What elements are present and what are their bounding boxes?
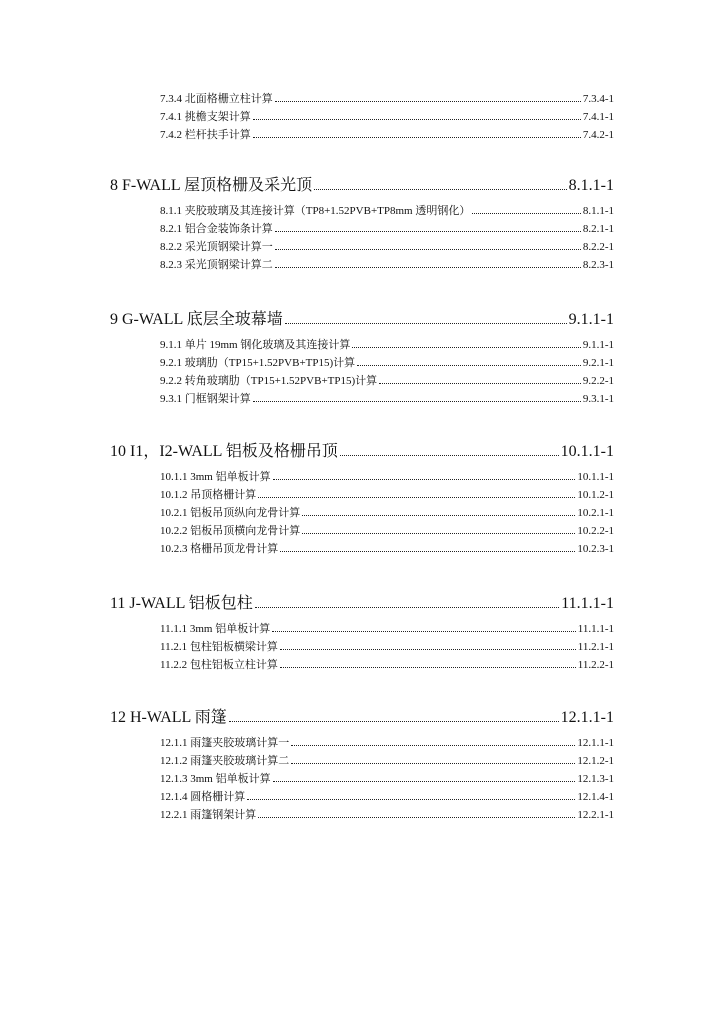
toc-page-number: 9.2.2-1 bbox=[582, 375, 614, 387]
toc-entry bbox=[160, 504, 614, 520]
toc-page-number: 8.2.3-1 bbox=[582, 259, 614, 271]
dot-leader bbox=[302, 515, 575, 516]
toc-entry bbox=[160, 638, 614, 654]
toc-chapter-title: 11 J-WALL 铝板包柱 bbox=[110, 595, 253, 612]
toc-entry-title: 9.3.1 门框钢架计算 bbox=[160, 393, 251, 405]
toc-entry bbox=[160, 788, 614, 804]
toc-entry-title: 12.1.4 圆格栅计算 bbox=[160, 791, 246, 803]
toc-entry-title: 7.4.1 挑檐支架计算 bbox=[160, 111, 251, 123]
toc-entry-title: 7.3.4 北面格栅立柱计算 bbox=[160, 93, 273, 105]
toc-chapter-entry bbox=[110, 704, 614, 726]
dot-leader bbox=[352, 347, 580, 348]
toc-entry bbox=[160, 390, 614, 406]
toc-chapter-title: 10 I1，I2-WALL 铝板及格栅吊顶 bbox=[110, 443, 338, 460]
dot-leader bbox=[229, 721, 559, 722]
toc-page-number: 12.2.1-1 bbox=[577, 809, 614, 821]
dot-leader bbox=[247, 799, 575, 800]
toc-entry bbox=[160, 220, 614, 236]
toc-entry-title: 12.1.3 3mm 铝单板计算 bbox=[160, 773, 271, 785]
toc-page-number: 12.1.1-1 bbox=[577, 737, 614, 749]
toc-chapter-entry bbox=[110, 438, 614, 460]
toc-page-number: 11.2.2-1 bbox=[577, 659, 614, 671]
dot-leader bbox=[275, 101, 581, 102]
toc-entry bbox=[160, 238, 614, 254]
toc-chapter-entry bbox=[110, 306, 614, 328]
toc-entry-title: 10.2.2 铝板吊顶横向龙骨计算 bbox=[160, 525, 301, 537]
toc-page-number: 7.4.1-1 bbox=[582, 111, 614, 123]
toc-entry-title: 11.2.1 包柱铝板横梁计算 bbox=[160, 641, 278, 653]
toc-page-number: 11.2.1-1 bbox=[577, 641, 614, 653]
dot-leader bbox=[285, 323, 567, 324]
toc-entry-title: 8.2.1 铝合金装饰条计算 bbox=[160, 223, 273, 235]
dot-leader bbox=[273, 479, 576, 480]
dot-leader bbox=[291, 763, 575, 764]
toc-page-number: 11.1.1-1 bbox=[577, 623, 614, 635]
toc-entry-title: 10.1.2 吊顶格栅计算 bbox=[160, 489, 257, 501]
toc-page-number: 9.3.1-1 bbox=[582, 393, 614, 405]
dot-leader bbox=[275, 267, 581, 268]
toc-page-number: 12.1.4-1 bbox=[577, 791, 614, 803]
dot-leader bbox=[314, 189, 567, 190]
dot-leader bbox=[280, 649, 576, 650]
toc-chapter-entry bbox=[110, 172, 614, 194]
toc-entry-title: 9.2.1 玻璃肋（TP15+1.52PVB+TP15)计算 bbox=[160, 357, 356, 369]
dot-leader bbox=[275, 249, 581, 250]
toc-entry bbox=[160, 656, 614, 672]
toc-chapter-title: 8 F-WALL 屋顶格栅及采光顶 bbox=[110, 177, 313, 194]
dot-leader bbox=[275, 231, 581, 232]
toc-chapter-entry bbox=[110, 590, 614, 612]
toc-page-number: 8.2.2-1 bbox=[582, 241, 614, 253]
dot-leader bbox=[379, 383, 581, 384]
dot-leader bbox=[273, 781, 576, 782]
toc-entry-title: 7.4.2 栏杆扶手计算 bbox=[160, 129, 251, 141]
toc-page-number: 7.3.4-1 bbox=[582, 93, 614, 105]
dot-leader bbox=[472, 213, 580, 214]
toc-page-number: 10.1.2-1 bbox=[577, 489, 614, 501]
toc-page-number: 10.1.1-1 bbox=[560, 443, 614, 460]
toc-page-number: 12.1.2-1 bbox=[577, 755, 614, 767]
dot-leader bbox=[280, 551, 575, 552]
toc-page-number: 10.2.1-1 bbox=[577, 507, 614, 519]
toc-entry bbox=[160, 734, 614, 750]
toc-page-number: 10.2.2-1 bbox=[577, 525, 614, 537]
toc-entry bbox=[160, 468, 614, 484]
toc-page-number: 9.2.1-1 bbox=[582, 357, 614, 369]
toc-entry-title: 9.2.2 转角玻璃肋（TP15+1.52PVB+TP15)计算 bbox=[160, 375, 378, 387]
toc-entry bbox=[160, 770, 614, 786]
dot-leader bbox=[340, 455, 559, 456]
toc-entry bbox=[160, 806, 614, 822]
toc-entry-title: 11.1.1 3mm 铝单板计算 bbox=[160, 623, 271, 635]
toc-entry-title: 8.1.1 夹胶玻璃及其连接计算（TP8+1.52PVB+TP8mm 透明钢化） bbox=[160, 205, 471, 217]
toc-page-number: 7.4.2-1 bbox=[582, 129, 614, 141]
toc-entry-title: 9.1.1 单片 19mm 钢化玻璃及其连接计算 bbox=[160, 339, 351, 351]
toc-chapter-title: 9 G-WALL 底层全玻幕墙 bbox=[110, 311, 283, 328]
dot-leader bbox=[258, 817, 575, 818]
toc-page-number: 9.1.1-1 bbox=[582, 339, 614, 351]
dot-leader bbox=[258, 497, 575, 498]
toc-entry bbox=[160, 126, 614, 142]
dot-leader bbox=[253, 137, 581, 138]
toc-entry bbox=[160, 752, 614, 768]
toc-page-number: 8.1.1-1 bbox=[568, 177, 614, 194]
toc-entry bbox=[160, 336, 614, 352]
toc-page-number: 12.1.3-1 bbox=[577, 773, 614, 785]
toc-page-number: 10.1.1-1 bbox=[577, 471, 614, 483]
toc-entry bbox=[160, 540, 614, 556]
toc-entry-title: 11.2.2 包柱铝板立柱计算 bbox=[160, 659, 278, 671]
toc-entry bbox=[160, 90, 614, 106]
dot-leader bbox=[291, 745, 575, 746]
dot-leader bbox=[357, 365, 581, 366]
toc-entry-title: 8.2.2 采光顶钢梁计算一 bbox=[160, 241, 273, 253]
toc-entry bbox=[160, 256, 614, 272]
dot-leader bbox=[280, 667, 576, 668]
toc-page-number: 8.2.1-1 bbox=[582, 223, 614, 235]
toc-page-number: 11.1.1-1 bbox=[561, 595, 614, 612]
toc-entry bbox=[160, 202, 614, 218]
toc-entry bbox=[160, 108, 614, 124]
toc-page-number: 8.1.1-1 bbox=[582, 205, 614, 217]
dot-leader bbox=[253, 401, 581, 402]
dot-leader bbox=[302, 533, 575, 534]
dot-leader bbox=[255, 607, 559, 608]
toc-entry bbox=[160, 522, 614, 538]
dot-leader bbox=[253, 119, 581, 120]
toc-entry-title: 10.2.3 格栅吊顶龙骨计算 bbox=[160, 543, 279, 555]
toc-entry-title: 10.2.1 铝板吊顶纵向龙骨计算 bbox=[160, 507, 301, 519]
toc-entry-title: 12.1.2 雨篷夹胶玻璃计算二 bbox=[160, 755, 290, 767]
toc-entry bbox=[160, 372, 614, 388]
toc-entry-title: 12.1.1 雨篷夹胶玻璃计算一 bbox=[160, 737, 290, 749]
dot-leader bbox=[272, 631, 576, 632]
toc-entry bbox=[160, 486, 614, 502]
toc-entry bbox=[160, 354, 614, 370]
toc-page-number: 12.1.1-1 bbox=[560, 709, 614, 726]
toc-entry-title: 12.2.1 雨篷钢架计算 bbox=[160, 809, 257, 821]
toc-entry bbox=[160, 620, 614, 636]
toc-page-number: 10.2.3-1 bbox=[577, 543, 614, 555]
toc-entry-title: 10.1.1 3mm 铝单板计算 bbox=[160, 471, 271, 483]
toc-chapter-title: 12 H-WALL 雨篷 bbox=[110, 709, 227, 726]
toc-page-number: 9.1.1-1 bbox=[568, 311, 614, 328]
toc-entry-title: 8.2.3 采光顶钢梁计算二 bbox=[160, 259, 273, 271]
